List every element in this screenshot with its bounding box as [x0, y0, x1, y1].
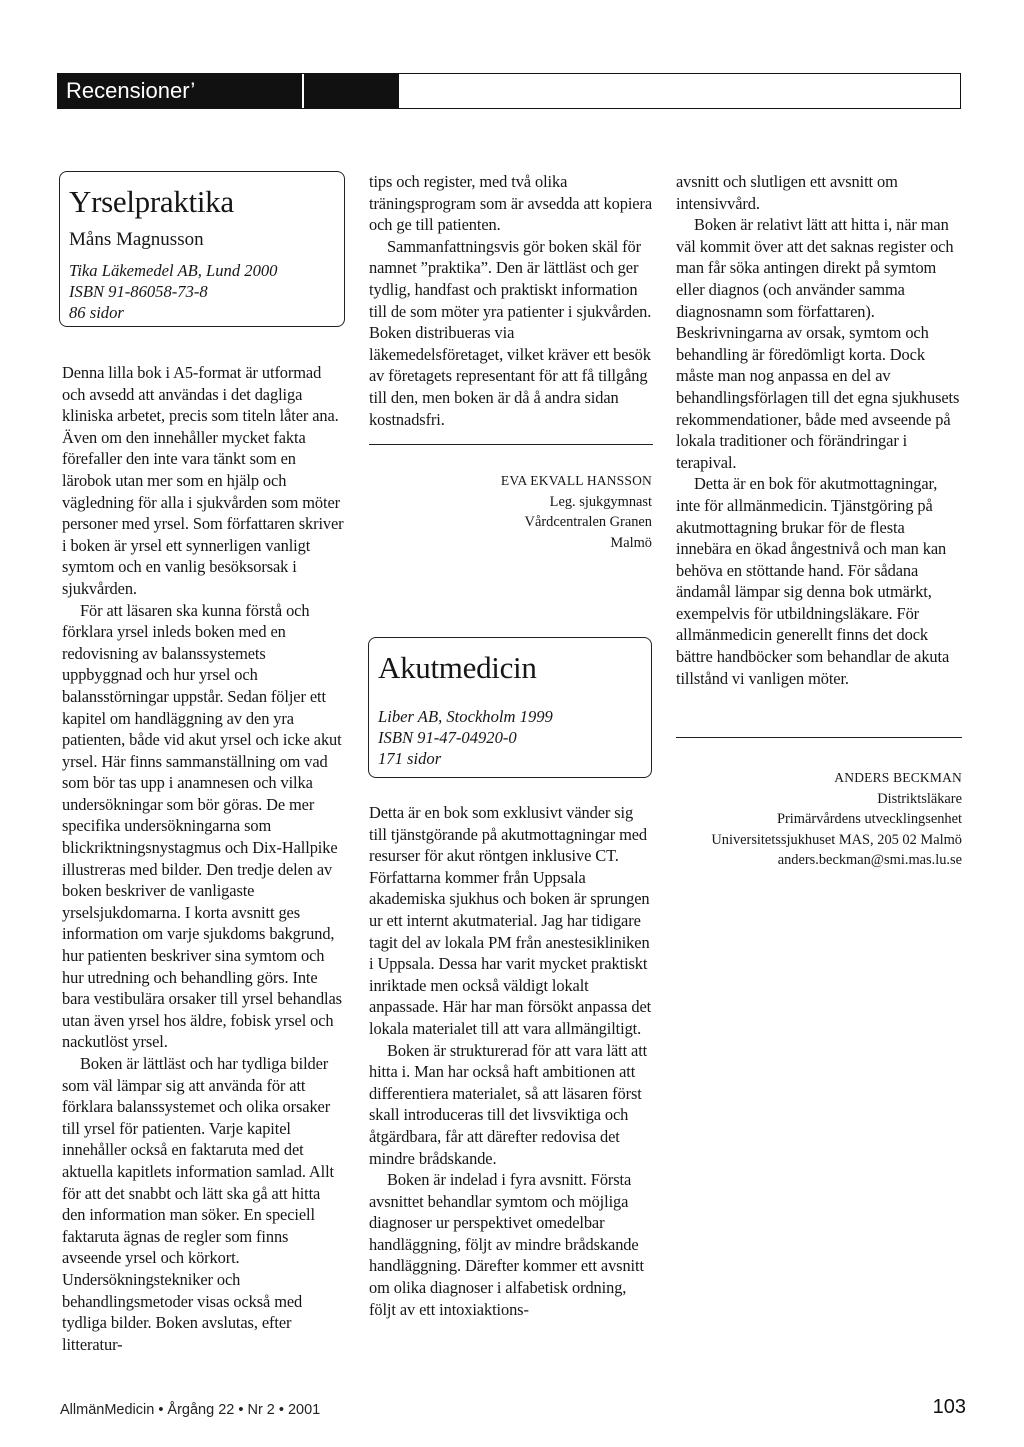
- book-isbn: ISBN 91-86058-73-8: [69, 282, 208, 301]
- book-isbn: ISBN 91-47-04920-0: [378, 728, 517, 747]
- column-2-lower: [369, 802, 652, 1320]
- column-2-upper: [369, 171, 652, 430]
- book-title: Yrselpraktika: [69, 184, 234, 219]
- book-publisher: Liber AB, Stockholm 1999: [378, 707, 553, 726]
- reviewer-title: Distriktsläkare: [877, 790, 962, 807]
- review2-paragraph: avsnitt och slutligen ett avsnitt om intensivvård.: [676, 172, 898, 213]
- review2-paragraph: Detta är en bok för akutmottagningar, inte för allmänmedicin. Tjänstgöring på akutmottagning brukar för de flesta innebära en ökad ångestnivå och man kan behöva en stöttande hand. För sådana ändamål lämpar sig denna bok utmärkt, exempelvis för utbildningsläkare. För allmänmedicin generellt finns det dock bättre handböcker som behandlar de akuta tillstånd vi vanligen möter.: [676, 474, 950, 688]
- review1-paragraph: Sammanfattningsvis gör boken skäl för namnet ”praktika”. Den är lättläst och ger tydlig, handfast och praktiskt information till de som möter yra patienter i sjukvården. Boken distribueras via läkemedelsföretaget, vilket kräver ett besök av företagets representant för att få tillgång till den, men boken är då å andra sidan kostnadsfri.: [369, 236, 652, 429]
- review1-paragraph: Denna lilla bok i A5-format är utformad och avsedd att användas i det dagliga kliniska arbetet, precis som titeln låter ana. Även om den innehåller mycket fakta förefaller den inte vara tänkt som en lärobok utan mer som en hjälp och vägledning för alla i sjukvården som möter personer med yrsel. Som författaren skriver i boken är yrsel ett synnerligen vanligt symtom och en vanlig besöksorsak i sjukvården.: [62, 363, 344, 598]
- page-number: 103: [932, 1396, 966, 1418]
- review1-paragraph: För att läsaren ska kunna förstå och förklara yrsel inleds boken med en redovisning av balanssystemets uppbyggnad och hur yrsel och balansstörningar uppstår. Sedan följer ett kapitel om handläggning av den yra patienten, både vid akut yrsel och icke akut yrsel. Här finns sammanställning om vad som bör tas upp i anamnesen och vilka undersökningar som bör göras. De mer specifika undersökningarna som blickriktningsnystagmus och Dix-Hallpike illustreras med bilder. Den tredje delen av boken beskriver de vanligaste yrselsjukdomarna. I korta avsnitt ges information om varje sjukdoms bakgrund, hur patienten beskriver sina symtom och hur utredning och behandling görs. Inte bara vestibulära orsaker till yrsel behandlas utan även yrsel hos äldre, fobisk yrsel och nackutlöst yrsel.: [62, 600, 342, 1052]
- reviewer-workplace: Vårdcentralen Granen: [524, 514, 652, 530]
- review1-paragraph: Boken är lättläst och har tydliga bilder som väl lämpar sig att använda för att förklara balanssystemet och olika orsaker till yrsel för patienten. Varje kapitel innehåller också en faktaruta med det aktuella kapitlets information samlad. Allt för att det snabbt och lätt ska gå att hitta den information man söker. En speciell faktaruta ägnas de regler som finns avseende yrsel och körkort. Undersökningstekniker och behandlingsmetoder visas också med tydliga bilder. Boken avslutas, efter litteratur-: [62, 1054, 335, 1354]
- section-header-bar: [57, 73, 961, 109]
- book-title: Akutmedicin: [378, 650, 537, 685]
- reviewer-title: Leg. sjukgymnast: [549, 493, 652, 510]
- book-pages: 86 sidor: [69, 303, 124, 322]
- header-decor-block: [304, 74, 399, 108]
- reviewer-city: Malmö: [610, 534, 652, 551]
- review1-end-rule: [369, 444, 653, 445]
- book-author: Måns Magnusson: [69, 229, 204, 250]
- book-publisher: Tika Läkemedel AB, Lund 2000: [69, 261, 278, 280]
- review2-paragraph: Detta är en bok som exklusivt vänder sig till tjänstgörande på akutmottagningar med resurser för akut röntgen inklusive CT. Författarna kommer från Uppsala akademiska sjukhus och boken är sprungen ur ett internt akutmaterial. Jag har tidigare tagit del av lokala PM från anestesikliniken i Uppsala. Dessa har varit mycket praktiskt inriktade men också väldigt lokalt anpassade. Här har man försökt anpassa det lokala materialet till att vara allmängiltigt.: [369, 803, 652, 1038]
- column-1: [62, 362, 344, 1355]
- reviewer-name: ANDERS BECKMAN: [834, 770, 962, 785]
- book-info-box-akutmedicin: [368, 637, 652, 778]
- review2-paragraph: Boken är relativt lätt att hitta i, när man väl kommit över att det saknas register och man får söka antingen direkt på symtom eller diagnos (och använder samma diagnosnamn som författaren). Beskrivningarna av orsak, symtom och behandling är föredömligt korta. Dock måste man nog anpassa en del av behandlingsförlagen till det egna sjukhusets rekommendationer, både med avseende på lokala traditioner och förändringar i terapival.: [676, 215, 960, 472]
- reviewer-address: Universitetssjukhuset MAS, 205 02 Malmö: [711, 831, 962, 848]
- reviewer-name: EVA EKVALL HANSSON: [500, 473, 652, 488]
- review1-paragraph: tips och register, med två olika träningsprogram som är avsedda att kopiera och ge till patienten.: [369, 172, 652, 235]
- reviewer-unit: Primärvårdens utvecklingsenhet: [776, 811, 962, 827]
- review1-signature: [369, 471, 652, 553]
- column-3: [676, 171, 962, 689]
- review2-paragraph: Boken är strukturerad för att vara lätt att hitta i. Man har också haft ambitionen att differentiera materialet, så att läsaren först skall introduceras till det livsviktiga och åtgärdbara, får att därefter redovisa det mindre brådskande.: [369, 1040, 648, 1168]
- reviewer-email: anders.beckman@smi.mas.lu.se: [777, 852, 962, 868]
- review2-signature: [676, 768, 962, 871]
- journal-footer: AllmänMedicin • Årgång 22 • Nr 2 • 2001: [60, 1402, 321, 1418]
- review2-end-rule: [676, 737, 962, 738]
- review2-paragraph: Boken är indelad i fyra avsnitt. Första avsnittet behandlar symtom och möjliga diagnoser ur perspektivet omedelbar handläggning, följt av mindre brådskande handläggning. Därefter kommer ett avsnitt om olika diagnoser i alfabetisk ordning, följt av ett intoxiaktions-: [369, 1170, 644, 1319]
- book-pages: 171 sidor: [378, 749, 442, 768]
- book-info-box-yrselpraktika: [59, 171, 345, 327]
- section-label: Recensioner’: [58, 74, 302, 108]
